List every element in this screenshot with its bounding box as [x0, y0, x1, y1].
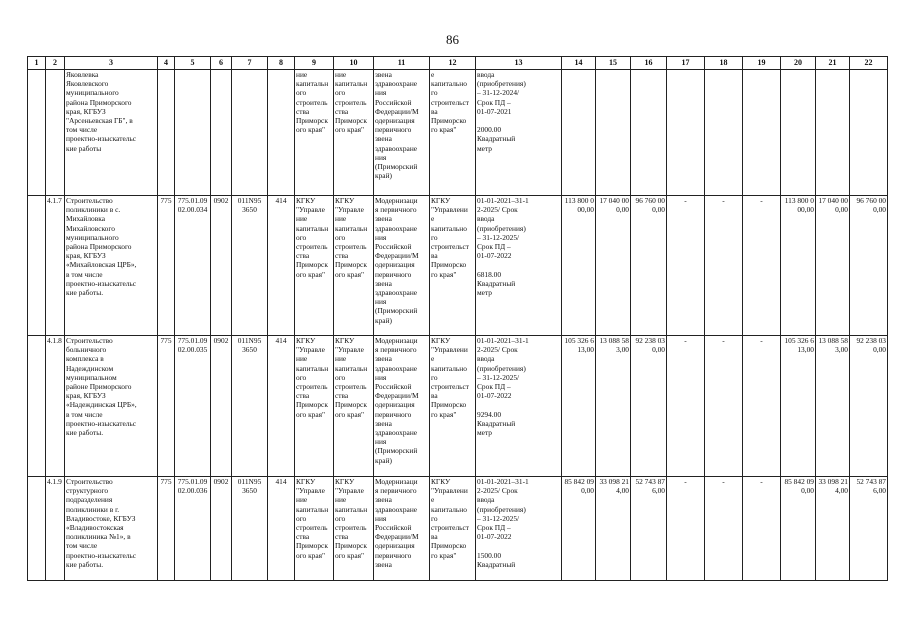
table-cell-col-8: 414 [268, 196, 295, 336]
table-cell-col-10: КГКУ "Управле ние капитальн ого строитель ства Приморск ого края" [334, 336, 374, 477]
column-header-8: 8 [268, 57, 295, 70]
column-header-15: 15 [596, 57, 631, 70]
table-cell-col-20: 113 800 0 00,00 [781, 196, 816, 336]
table-cell-col-10: КГКУ "Управле ние капитальн ого строитель ства Приморск ого края" [334, 477, 374, 581]
table-cell-col-11: Модернизаци я первичного звена здравоохране ния Российской Федерации/М одернизация первичного звена [374, 477, 430, 581]
table-cell-col-18: - [705, 196, 743, 336]
table-cell-col-19: - [743, 336, 781, 477]
column-header-16: 16 [631, 57, 667, 70]
column-header-20: 20 [781, 57, 816, 70]
table-cell-col-4: 775 [158, 477, 175, 581]
table-cell-col-10: ние капитальн ого строитель ства Приморск ого края" [334, 70, 374, 196]
column-header-10: 10 [334, 57, 374, 70]
table-cell-col-3: Строительство поликлиники в с. Михайловка Михайловского муниципального района Приморского края, КГБУЗ «Михайловская ЦРБ», в том числе проектно-изыскательс кие работы. [65, 196, 158, 336]
table-cell-col-2: 4.1.8 [46, 336, 65, 477]
table-cell-col-14: 105 326 6 13,00 [562, 336, 596, 477]
table-cell-col-5: 775.01.09 02.00.035 [175, 336, 211, 477]
table-cell-col-17: - [667, 196, 705, 336]
column-header-6: 6 [211, 57, 232, 70]
column-header-21: 21 [816, 57, 850, 70]
table-cell-col-2: 4.1.9 [46, 477, 65, 581]
column-header-3: 3 [65, 57, 158, 70]
table-cell-col-12: КГКУ "Управлени е капитально го строительст ва Приморско го края" [430, 477, 476, 581]
table-cell-col-5: 775.01.09 02.00.036 [175, 477, 211, 581]
table-row [28, 336, 888, 477]
table-cell-col-22 [850, 70, 888, 196]
table-cell-col-16: 52 743 87 6,00 [631, 477, 667, 581]
table-cell-col-15: 33 098 21 4,00 [596, 477, 631, 581]
column-header-14: 14 [562, 57, 596, 70]
table-cell-col-20 [781, 70, 816, 196]
column-header-9: 9 [295, 57, 334, 70]
table-cell-col-18 [705, 70, 743, 196]
table-cell-col-14: 113 800 0 00,00 [562, 196, 596, 336]
table-cell-col-18: - [705, 336, 743, 477]
table-cell-col-1 [28, 196, 46, 336]
table-cell-col-12: КГКУ "Управлени е капитально го строительст ва Приморско го края" [430, 336, 476, 477]
table-cell-col-6: 0902 [211, 477, 232, 581]
table-cell-col-6: 0902 [211, 196, 232, 336]
table-row [28, 196, 888, 336]
table-cell-col-3: Яковлевка Яковлевского муниципального района Приморского края, КГБУЗ "Арсеньевская ГБ", в том числе проектно-изыскательс кие работы [65, 70, 158, 196]
table-cell-col-17 [667, 70, 705, 196]
column-header-17: 17 [667, 57, 705, 70]
table-cell-col-22: 96 760 00 0,00 [850, 196, 888, 336]
column-header-5: 5 [175, 57, 211, 70]
table-cell-col-13: ввода (приобретения) – 31-12-2024/ Срок ПД – 01-07-2021 2000.00 Квадратный метр [476, 70, 562, 196]
table-cell-col-22: 92 238 03 0,00 [850, 336, 888, 477]
table-cell-col-8: 414 [268, 477, 295, 581]
table-cell-col-9: КГКУ "Управле ние капитальн ого строитель ства Приморск ого края" [295, 196, 334, 336]
table-cell-col-9: КГКУ "Управле ние капитальн ого строитель ства Приморск ого края" [295, 477, 334, 581]
header-row [28, 57, 888, 70]
table-cell-col-7: 011N95 3650 [232, 477, 268, 581]
table-cell-col-2: 4.1.7 [46, 196, 65, 336]
page-number: 86 [446, 32, 459, 47]
column-header-22: 22 [850, 57, 888, 70]
column-header-12: 12 [430, 57, 476, 70]
table-cell-col-9: КГКУ "Управле ние капитальн ого строитель ства Приморск ого края" [295, 336, 334, 477]
table-cell-col-8 [268, 70, 295, 196]
table-cell-col-20: 105 326 6 13,00 [781, 336, 816, 477]
table-cell-col-1 [28, 477, 46, 581]
table-cell-col-12: е капитально го строительст ва Приморско го края" [430, 70, 476, 196]
table-cell-col-11: звена здравоохране ния Российской Федерации/М одернизация первичного звена здравоохране ния (Приморский край) [374, 70, 430, 196]
table-cell-col-21: 13 088 58 3,00 [816, 336, 850, 477]
table-cell-col-5: 775.01.09 02.00.034 [175, 196, 211, 336]
table-cell-col-21: 33 098 21 4,00 [816, 477, 850, 581]
table-cell-col-15 [596, 70, 631, 196]
table-cell-col-13: 01-01-2021–31-1 2-2025/ Срок ввода (приобретения) – 31-12-2025/ Срок ПД – 01-07-2022 6818.00 Квадратный метр [476, 196, 562, 336]
table-cell-col-22: 52 743 87 6,00 [850, 477, 888, 581]
table-cell-col-2 [46, 70, 65, 196]
column-header-18: 18 [705, 57, 743, 70]
column-header-4: 4 [158, 57, 175, 70]
table-cell-col-17: - [667, 336, 705, 477]
table-cell-col-19: - [743, 477, 781, 581]
table-cell-col-4 [158, 70, 175, 196]
table-cell-col-14: 85 842 09 0,00 [562, 477, 596, 581]
column-header-7: 7 [232, 57, 268, 70]
table-cell-col-10: КГКУ "Управле ние капитальн ого строитель ства Приморск ого края" [334, 196, 374, 336]
table-cell-col-3: Строительство больничного комплекса в Надеждинском муниципальном районе Приморского края, КГБУЗ «Надеждинская ЦРБ», в том числе проектно-изыскательс кие работы. [65, 336, 158, 477]
table-cell-col-21: 17 040 00 0,00 [816, 196, 850, 336]
table-cell-col-21 [816, 70, 850, 196]
table-cell-col-16: 92 238 03 0,00 [631, 336, 667, 477]
table-cell-col-13: 01-01-2021–31-1 2-2025/ Срок ввода (приобретения) – 31-12-2025/ Срок ПД – 01-07-2022 1500.00 Квадратный [476, 477, 562, 581]
budget-table [27, 56, 888, 581]
column-header-13: 13 [476, 57, 562, 70]
table-row [28, 477, 888, 581]
table-cell-col-15: 17 040 00 0,00 [596, 196, 631, 336]
table-cell-col-13: 01-01-2021–31-1 2-2025/ Срок ввода (приобретения) – 31-12-2025/ Срок ПД – 01-07-2022 9294.00 Квадратный метр [476, 336, 562, 477]
table-cell-col-14 [562, 70, 596, 196]
table-cell-col-16 [631, 70, 667, 196]
table-cell-col-18: - [705, 477, 743, 581]
table-cell-col-5 [175, 70, 211, 196]
table-cell-col-16: 96 760 00 0,00 [631, 196, 667, 336]
table-cell-col-1 [28, 70, 46, 196]
table-cell-col-1 [28, 336, 46, 477]
table-cell-col-8: 414 [268, 336, 295, 477]
table-cell-col-11: Модернизаци я первичного звена здравоохране ния Российской Федерации/М одернизация первичного звена здравоохране ния (Приморский край) [374, 196, 430, 336]
table-cell-col-11: Модернизаци я первичного звена здравоохране ния Российской Федерации/М одернизация первичного звена здравоохране ния (Приморский край) [374, 336, 430, 477]
table-cell-col-6: 0902 [211, 336, 232, 477]
column-header-2: 2 [46, 57, 65, 70]
column-header-19: 19 [743, 57, 781, 70]
table-cell-col-7: 011N95 3650 [232, 336, 268, 477]
table-cell-col-20: 85 842 09 0,00 [781, 477, 816, 581]
table-cell-col-12: КГКУ "Управлени е капитально го строительст ва Приморско го края" [430, 196, 476, 336]
table-cell-col-3: Строительство структурного подразделения поликлиники в г. Владивостоке, КГБУЗ «Владивостокская поликлиника №1», в том числе проектно-изыскательс кие работы. [65, 477, 158, 581]
table-cell-col-15: 13 088 58 3,00 [596, 336, 631, 477]
table-cell-col-7 [232, 70, 268, 196]
table-cell-col-4: 775 [158, 336, 175, 477]
table-cell-col-17: - [667, 477, 705, 581]
table-cell-col-19: - [743, 196, 781, 336]
table-row [28, 70, 888, 196]
table-cell-col-4: 775 [158, 196, 175, 336]
table-cell-col-6 [211, 70, 232, 196]
table-cell-col-19 [743, 70, 781, 196]
table-cell-col-9: ние капитальн ого строитель ства Приморск ого края" [295, 70, 334, 196]
column-header-11: 11 [374, 57, 430, 70]
column-header-1: 1 [28, 57, 46, 70]
table-cell-col-7: 011N95 3650 [232, 196, 268, 336]
